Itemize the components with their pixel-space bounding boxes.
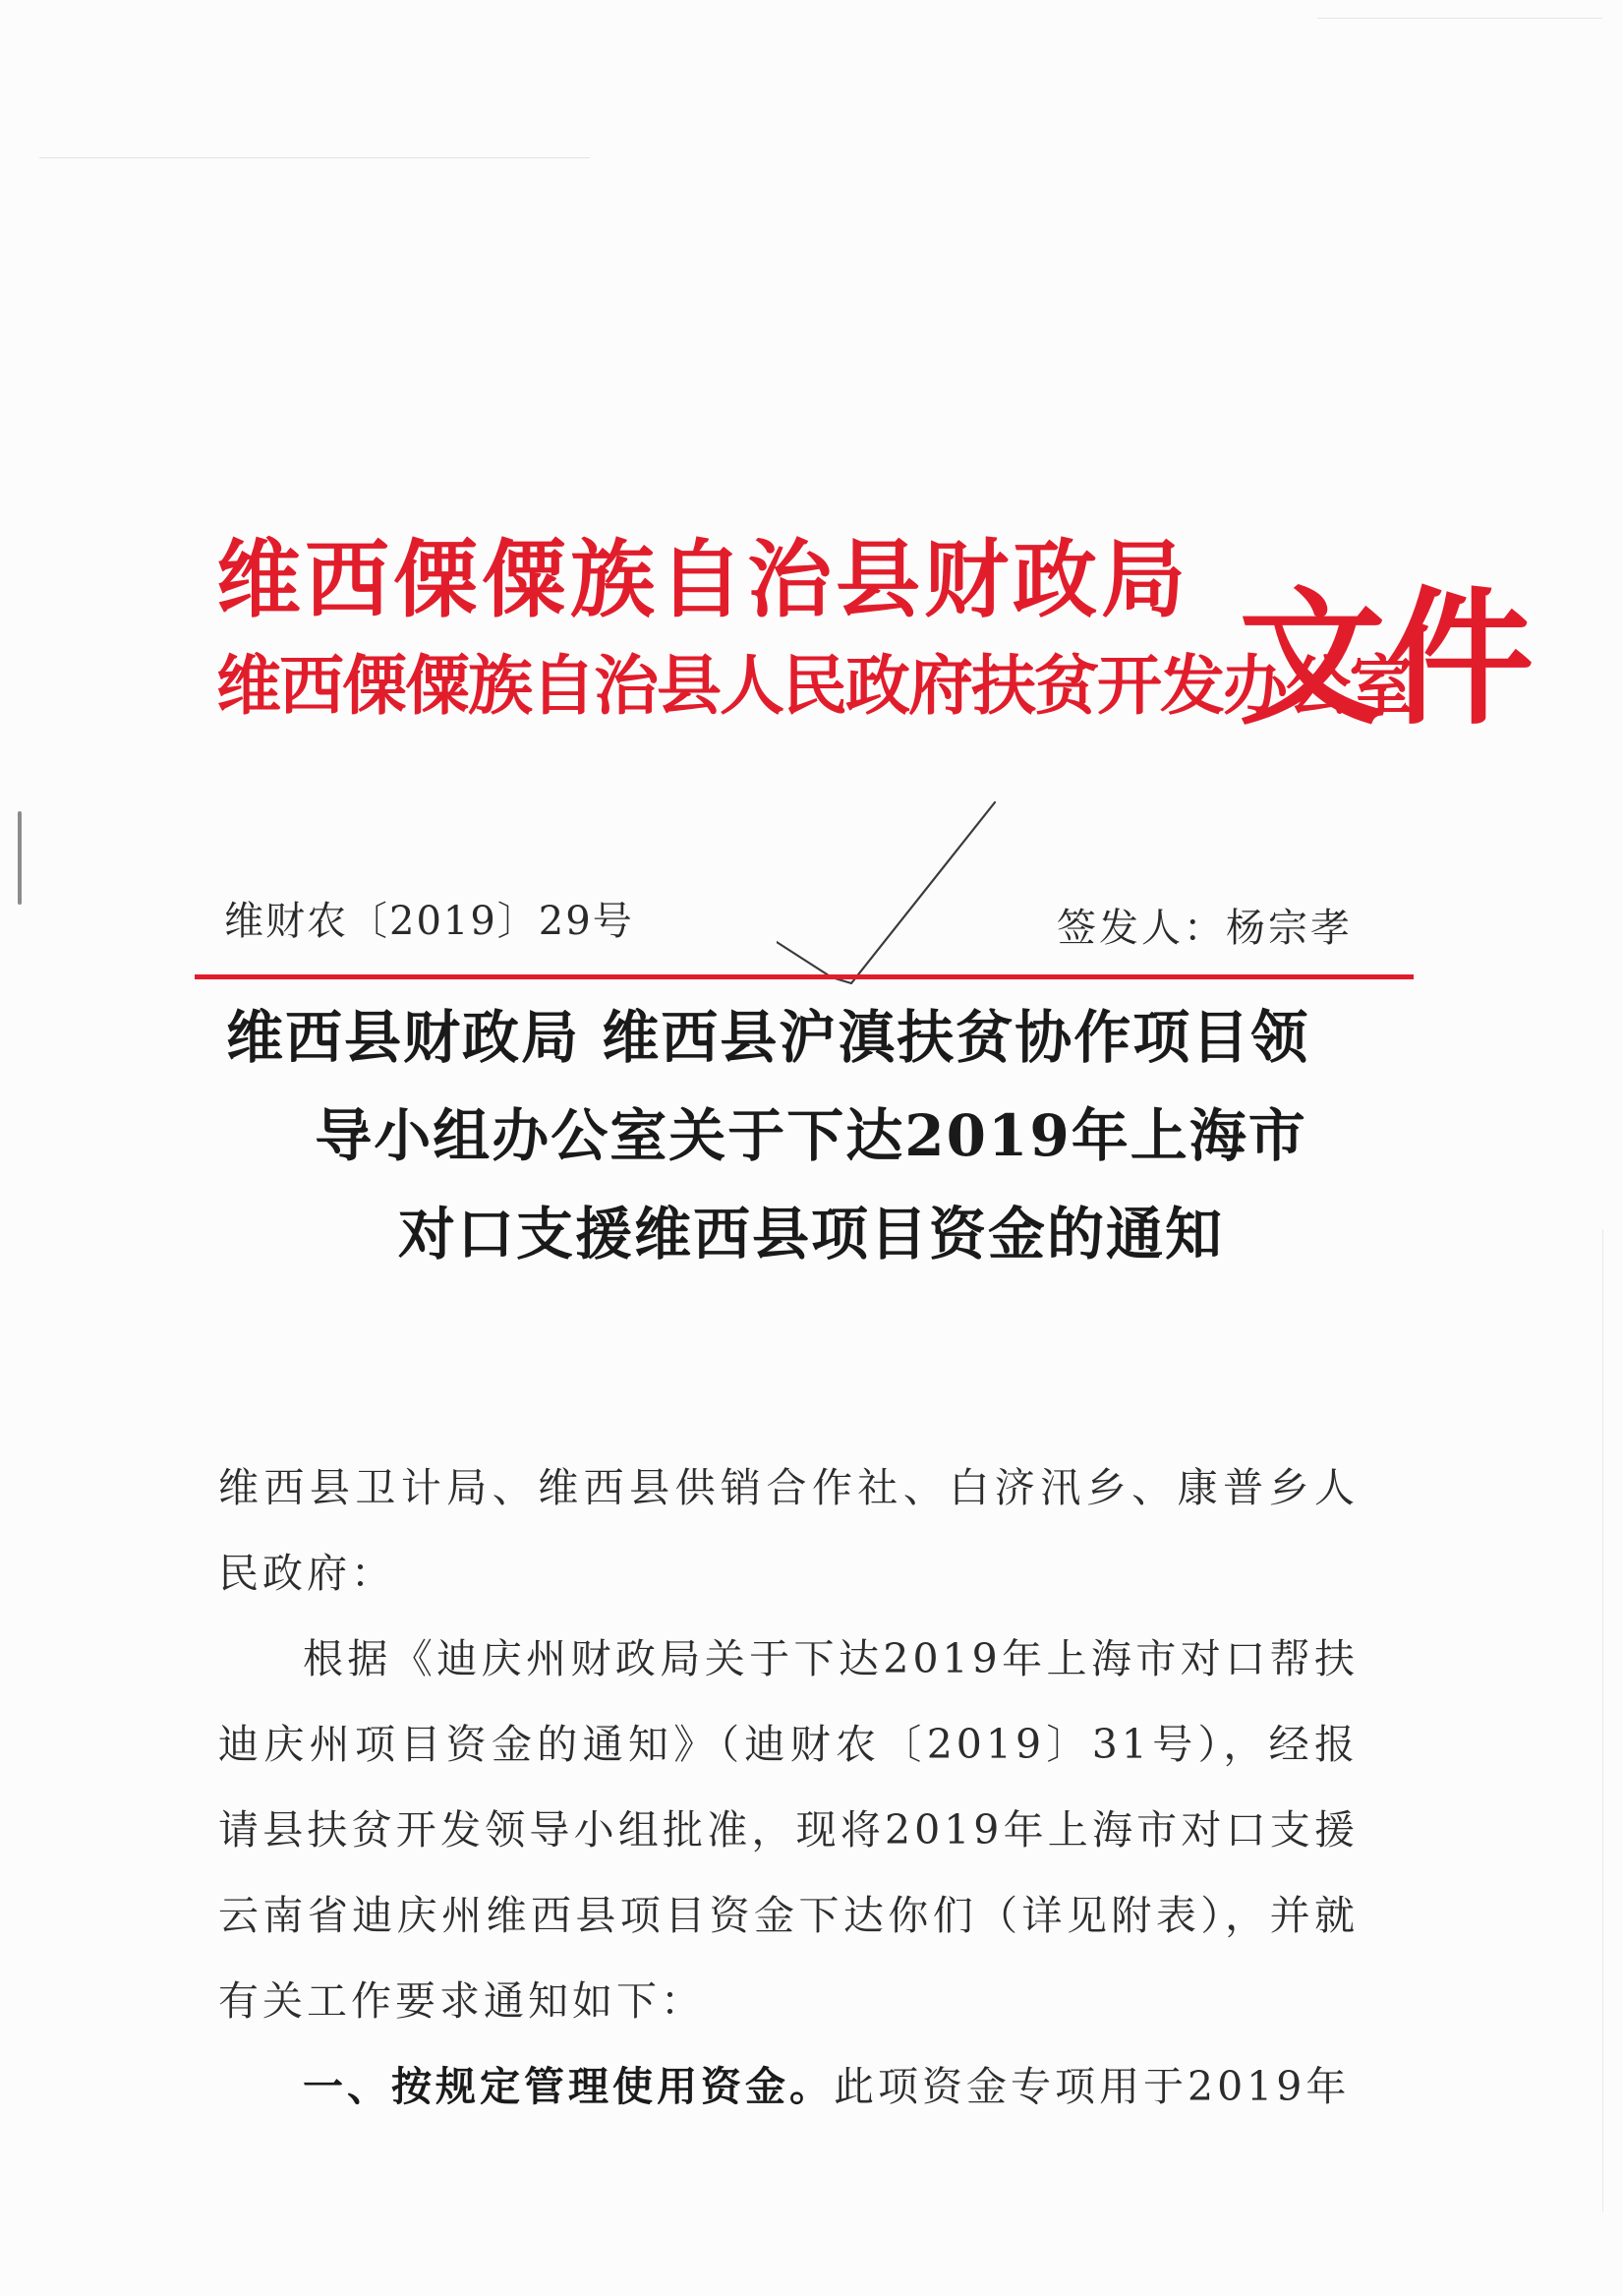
document-body bbox=[218, 1445, 1359, 2130]
signer: 签发人：杨宗孝 bbox=[1057, 906, 1353, 951]
title-line-3: 对口支援维西县项目资金的通知 bbox=[397, 1201, 1224, 1267]
red-separator-line bbox=[195, 974, 1414, 979]
letterhead-issuer-2: 维西傈僳族自治县人民政府扶贫开发办公室 bbox=[216, 647, 1412, 724]
section-1 bbox=[218, 2044, 1359, 2130]
scan-artifact-line bbox=[1317, 18, 1602, 19]
section-1-heading: 一、按规定管理使用资金。 bbox=[303, 2063, 834, 2110]
document-number: 维财农〔2019〕29号 bbox=[224, 899, 634, 944]
addressee: 维西县卫计局、维西县供销合作社、白济汛乡、康普乡人民政府： bbox=[218, 1464, 1359, 1597]
title-line-2: 导小组办公室关于下达2019年上海市 bbox=[315, 1102, 1307, 1169]
binding-staple-mark bbox=[18, 811, 22, 905]
document-title bbox=[197, 988, 1425, 1283]
scan-artifact-line bbox=[39, 157, 590, 158]
handwritten-check-mark bbox=[777, 796, 1013, 993]
title-line-1: 维西县财政局 维西县沪滇扶贫协作项目领 bbox=[226, 1004, 1310, 1071]
letterhead-doc-type: 文件 bbox=[1239, 572, 1535, 745]
letterhead-issuer-1: 维西傈僳族自治县财政局 bbox=[216, 530, 1189, 629]
letterhead bbox=[216, 526, 1535, 792]
section-1-text: 此项资金专项用于2019年 bbox=[834, 2063, 1351, 2110]
scan-artifact-edge bbox=[1602, 1229, 1603, 2212]
body-paragraph: 根据《迪庆州财政局关于下达2019年上海市对口帮扶迪庆州项目资金的通知》（迪财农〔2019〕31号），经报请县扶贫开发领导小组批准，现将2019年上海市对口支援云南省迪庆州维西县项目资金下达你们（详见附表），并就有关工作要求通知如下： bbox=[218, 1635, 1359, 2025]
